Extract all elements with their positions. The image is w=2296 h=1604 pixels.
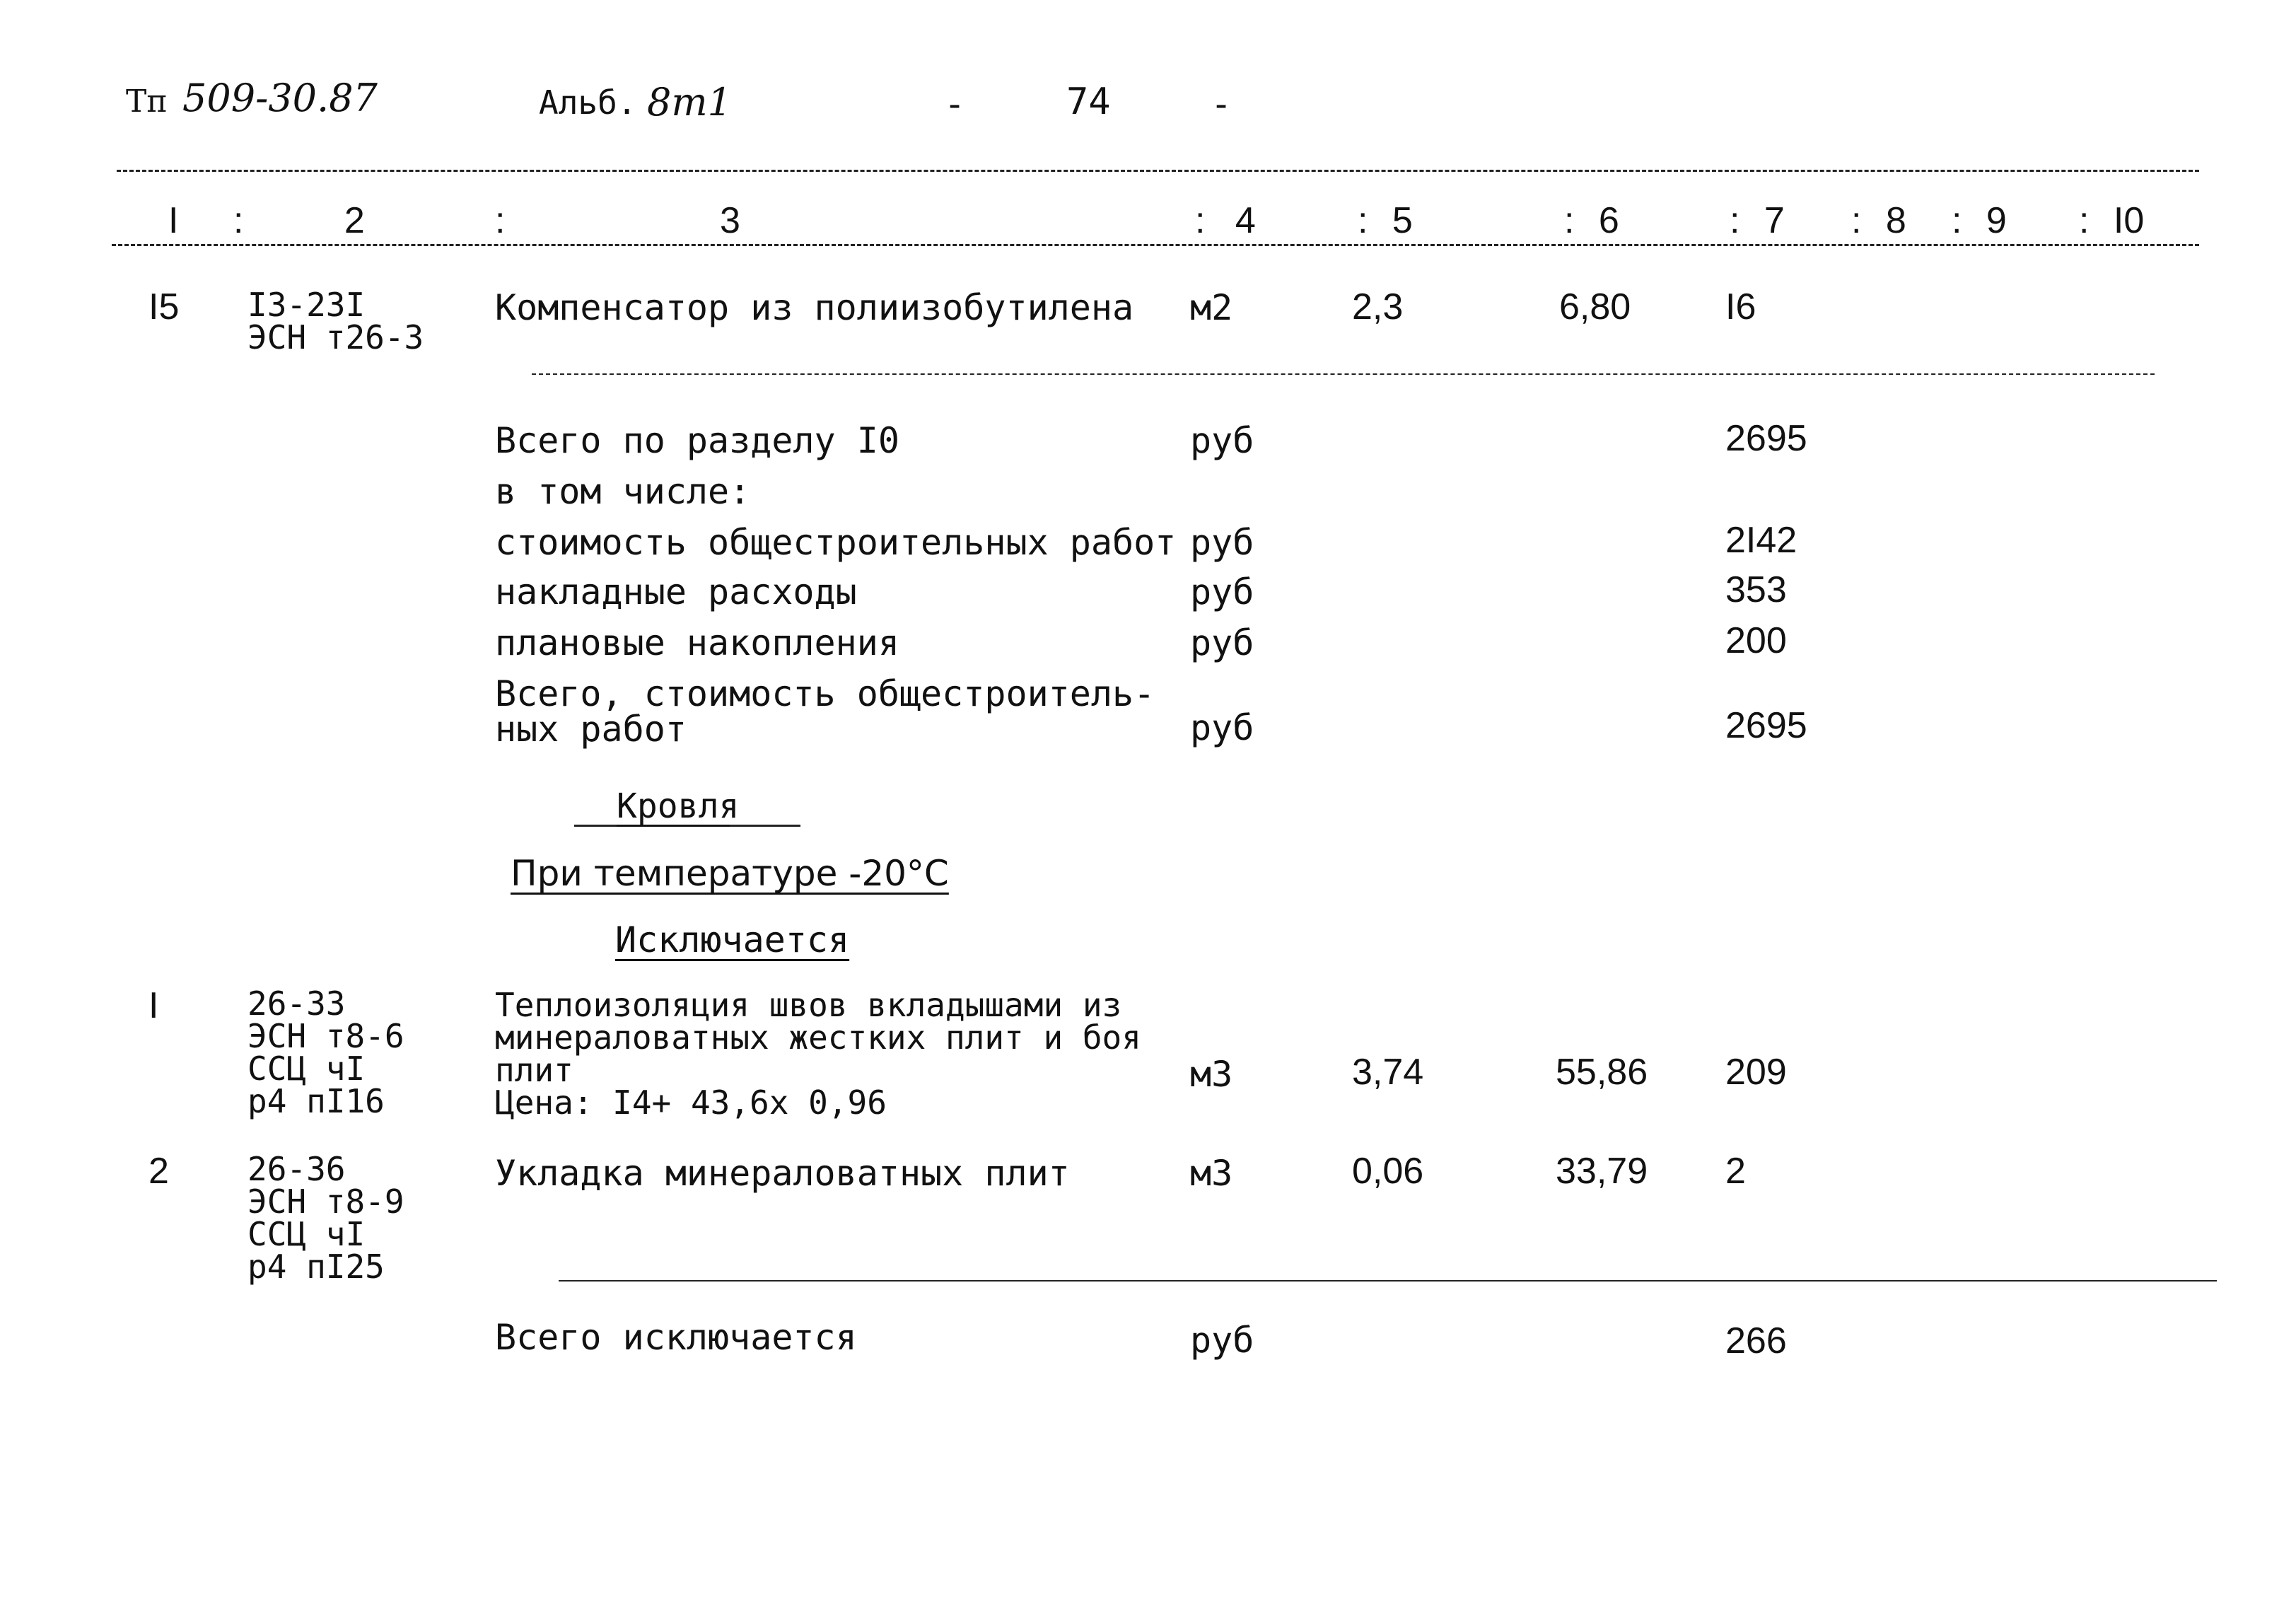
row2-code-line: 26-36: [247, 1150, 346, 1188]
row1-code-line: ЭСН т8-6: [247, 1017, 404, 1055]
row15-code-line: ЭСН т26-3: [247, 318, 424, 356]
row15-code: [247, 286, 424, 356]
col-5: : 5: [1358, 200, 1413, 241]
col-1: I: [168, 200, 179, 241]
row1-name-line: плит: [495, 1051, 573, 1089]
summary-grand-label-line: Всего, стоимость общестроитель-: [495, 673, 1155, 714]
summary-grand-value: 2695: [1725, 705, 1807, 746]
dash-right: -: [1211, 83, 1233, 124]
summary-grand-label: [495, 673, 1155, 750]
row15-price: 6,80: [1559, 286, 1631, 327]
excluded-total-label: Всего исключается: [495, 1317, 857, 1358]
summary-line-label: накладные расходы: [495, 571, 857, 612]
summary-line-unit: руб: [1190, 622, 1254, 663]
summary-grand-unit: руб: [1190, 707, 1254, 748]
row1-qty: 3,74: [1352, 1052, 1424, 1093]
summary-line-value: 2I42: [1725, 520, 1797, 561]
row15-code-line: I3-23I: [247, 286, 366, 324]
summary-total-label: Всего по разделу I0: [495, 420, 899, 461]
row2-total: 2: [1725, 1151, 1746, 1192]
row1-name-line: Теплоизоляция швов вкладышами из: [495, 986, 1122, 1024]
summary-line-label: плановые накопления: [495, 622, 899, 663]
row1-code: [247, 984, 404, 1120]
row2-num: 2: [148, 1151, 169, 1192]
section-title-left-rule: [574, 825, 617, 827]
header-top-rule: [117, 170, 2199, 172]
summary-incl-label: в том числе:: [495, 471, 751, 512]
summary-line-value: 353: [1725, 569, 1787, 610]
summary-line-label: стоимость общестроительных работ: [495, 522, 1177, 563]
row15-rule: [532, 373, 2155, 375]
album-number: 8т1: [647, 80, 732, 124]
col-8: : 8: [1851, 200, 1906, 241]
section-condition: При температуре -20°С: [511, 853, 949, 894]
row1-code-line: 26-33: [247, 984, 346, 1023]
summary-grand-label-line: ных работ: [495, 709, 687, 750]
row1-total: 209: [1725, 1052, 1787, 1093]
col-7: : 7: [1730, 200, 1785, 241]
summary-line-unit: руб: [1190, 522, 1254, 563]
col-9: : 9: [1952, 200, 2007, 241]
col-2: : 2: [233, 200, 365, 241]
doc-code-prefix: Тп: [126, 83, 168, 120]
row1-unit: м3: [1190, 1054, 1233, 1095]
col-4: : 4: [1195, 200, 1256, 241]
row15-total: I6: [1725, 286, 1756, 327]
summary-total-unit: руб: [1190, 420, 1254, 461]
row15-num: I5: [148, 286, 180, 327]
page-number: 74: [1066, 81, 1111, 123]
row1-code-line: р4 пI16: [247, 1082, 385, 1120]
col-3: 3: [720, 200, 740, 241]
row15-name: Компенсатор из полиизобутилена: [495, 287, 1134, 328]
col-6: : 6: [1564, 200, 1619, 241]
doc-code-number: 509-30.87: [182, 76, 378, 120]
col-3-sep: :: [495, 200, 506, 241]
summary-total-value: 2695: [1725, 418, 1807, 459]
row2-qty: 0,06: [1352, 1151, 1424, 1192]
excluded-total-unit: руб: [1190, 1320, 1254, 1361]
row2-price: 33,79: [1556, 1151, 1648, 1192]
section-title-right-rule: [730, 825, 800, 827]
col-10: : I0: [2079, 200, 2145, 241]
row15-unit: м2: [1190, 287, 1233, 328]
row2-name: Укладка минераловатных плит: [495, 1153, 1070, 1194]
row1-name-line: минераловатных жестких плит и боя: [495, 1018, 1141, 1057]
album-label: Альб.: [539, 83, 637, 122]
row2-code-line: ССЦ чI: [247, 1215, 366, 1253]
summary-line-value: 200: [1725, 620, 1787, 661]
row2-unit: м3: [1190, 1153, 1233, 1194]
row15-qty: 2,3: [1352, 286, 1404, 327]
summary-line-unit: руб: [1190, 571, 1254, 612]
dash-left: -: [944, 83, 966, 124]
row2-code-line: р4 пI25: [247, 1248, 385, 1286]
row2-code-line: ЭСН т8-9: [247, 1182, 404, 1221]
row1-name: [495, 986, 1141, 1122]
row2-code: [247, 1150, 404, 1286]
row1-price: 55,86: [1556, 1052, 1648, 1093]
header-bottom-rule: [112, 244, 2199, 246]
row1-code-line: ССЦ чI: [247, 1050, 366, 1088]
excluded-total-value: 266: [1725, 1320, 1787, 1361]
section-title: Кровля: [617, 786, 740, 826]
section-excluded: Исключается: [615, 919, 850, 960]
row1-num: I: [148, 985, 159, 1026]
excluded-rule: [559, 1280, 2217, 1282]
row1-name-line: Цена: I4+ 43,6х 0,96: [495, 1083, 887, 1122]
